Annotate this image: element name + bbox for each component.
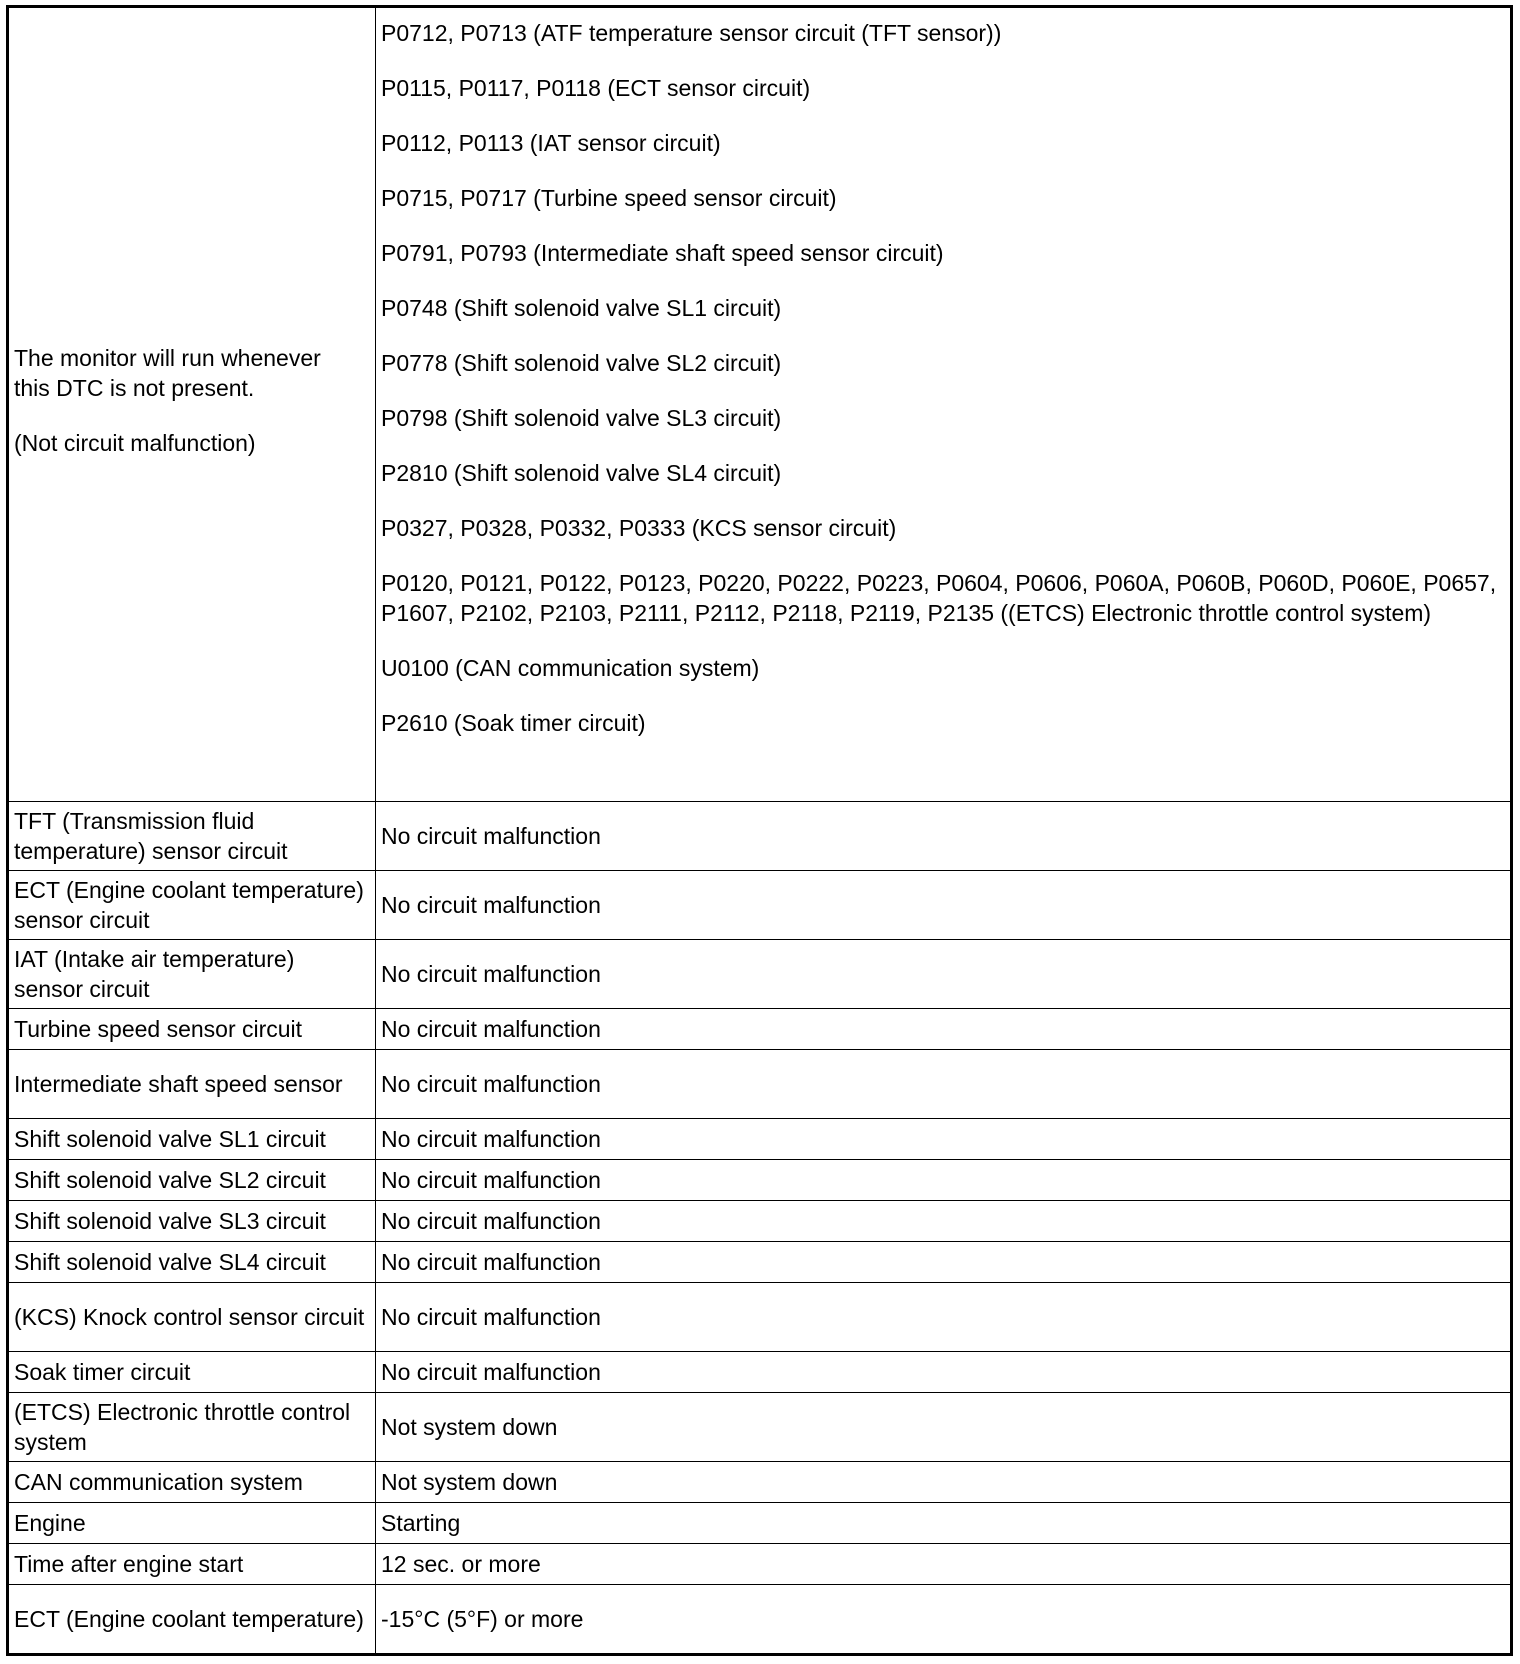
table-row <box>8 1201 1512 1242</box>
item-cell: Shift solenoid valve SL3 circuit <box>8 1201 376 1242</box>
table-row <box>8 1160 1512 1201</box>
dtc-list-item: P0791, P0793 (Intermediate shaft speed sensor circuit) <box>381 240 944 266</box>
table-row <box>8 1119 1512 1160</box>
dtc-list-item: P0778 (Shift solenoid valve SL2 circuit) <box>381 350 782 376</box>
table-row <box>8 1050 1512 1119</box>
condition-cell: No circuit malfunction <box>376 1050 1512 1119</box>
item-cell: Turbine speed sensor circuit <box>8 1009 376 1050</box>
item-cell: (ETCS) Electronic throttle control system <box>8 1393 376 1462</box>
item-cell: IAT (Intake air temperature) sensor circuit <box>8 940 376 1009</box>
table-row <box>8 1393 1512 1462</box>
dtc-list-item: P0115, P0117, P0118 (ECT sensor circuit) <box>381 75 811 101</box>
item-cell: ECT (Engine coolant temperature) sensor circuit <box>8 871 376 940</box>
condition-cell: No circuit malfunction <box>376 1283 1512 1352</box>
condition-cell: No circuit malfunction <box>376 802 1512 871</box>
table-row <box>8 1352 1512 1393</box>
table-row <box>8 940 1512 1009</box>
table-row <box>8 1009 1512 1050</box>
table-row <box>8 802 1512 871</box>
spacer <box>14 403 369 428</box>
item-cell: Soak timer circuit <box>8 1352 376 1393</box>
dtc-list-item: P0798 (Shift solenoid valve SL3 circuit) <box>381 405 782 431</box>
condition-cell: No circuit malfunction <box>376 1352 1512 1393</box>
table-row <box>8 1544 1512 1585</box>
item-cell: ECT (Engine coolant temperature) <box>8 1585 376 1655</box>
condition-cell: No circuit malfunction <box>376 940 1512 1009</box>
item-cell: Engine <box>8 1503 376 1544</box>
dtc-list-item: P0748 (Shift solenoid valve SL1 circuit) <box>381 295 782 321</box>
condition-cell: Not system down <box>376 1462 1512 1503</box>
dtc-list-cell <box>376 7 1512 802</box>
condition-cell: No circuit malfunction <box>376 1119 1512 1160</box>
dtc-list-item: P0112, P0113 (IAT sensor circuit) <box>381 130 721 156</box>
condition-cell: 12 sec. or more <box>376 1544 1512 1585</box>
table-row <box>8 871 1512 940</box>
item-cell: Shift solenoid valve SL2 circuit <box>8 1160 376 1201</box>
table-row <box>8 1283 1512 1352</box>
item-cell: Time after engine start <box>8 1544 376 1585</box>
item-cell: TFT (Transmission fluid temperature) sensor circuit <box>8 802 376 871</box>
table-row <box>8 1503 1512 1544</box>
monitor-conditions-table <box>6 5 1513 1656</box>
table-row <box>8 1585 1512 1655</box>
table-row <box>8 7 1512 802</box>
table-row <box>8 1462 1512 1503</box>
monitor-run-condition-cell <box>8 7 376 802</box>
dtc-list-item: P2810 (Shift solenoid valve SL4 circuit) <box>381 460 782 486</box>
item-cell: Shift solenoid valve SL4 circuit <box>8 1242 376 1283</box>
item-cell: Shift solenoid valve SL1 circuit <box>8 1119 376 1160</box>
condition-cell: No circuit malfunction <box>376 1242 1512 1283</box>
dtc-list-item: P0327, P0328, P0332, P0333 (KCS sensor circuit) <box>381 515 897 541</box>
dtc-list-item: P2610 (Soak timer circuit) <box>381 710 646 736</box>
monitor-condition-line: The monitor will run whenever <box>14 345 321 371</box>
item-cell: Intermediate shaft speed sensor <box>8 1050 376 1119</box>
condition-cell: No circuit malfunction <box>376 1160 1512 1201</box>
monitor-condition-line: this DTC is not present. <box>14 375 255 401</box>
condition-cell: No circuit malfunction <box>376 871 1512 940</box>
dtc-list-item: U0100 (CAN communication system) <box>381 655 760 681</box>
dtc-list-item: P0715, P0717 (Turbine speed sensor circuit) <box>381 185 837 211</box>
dtc-list-item: P0712, P0713 (ATF temperature sensor circuit (TFT sensor)) <box>381 20 1002 46</box>
item-cell: CAN communication system <box>8 1462 376 1503</box>
condition-cell: No circuit malfunction <box>376 1201 1512 1242</box>
dtc-list-item: P0120, P0121, P0122, P0123, P0220, P0222, P0223, P0604, P0606, P060A, P060B, P060D, P060E, P0657, P1607, P2102, P2103, P2111, P2112, P2118, P2119, P2135 ((ETCS) Electronic throttle control system) <box>381 570 1497 626</box>
monitor-condition-note: (Not circuit malfunction) <box>14 430 256 456</box>
item-cell: (KCS) Knock control sensor circuit <box>8 1283 376 1352</box>
condition-cell: Not system down <box>376 1393 1512 1462</box>
condition-cell: No circuit malfunction <box>376 1009 1512 1050</box>
condition-cell: Starting <box>376 1503 1512 1544</box>
condition-cell: -15°C (5°F) or more <box>376 1585 1512 1655</box>
table-row <box>8 1242 1512 1283</box>
